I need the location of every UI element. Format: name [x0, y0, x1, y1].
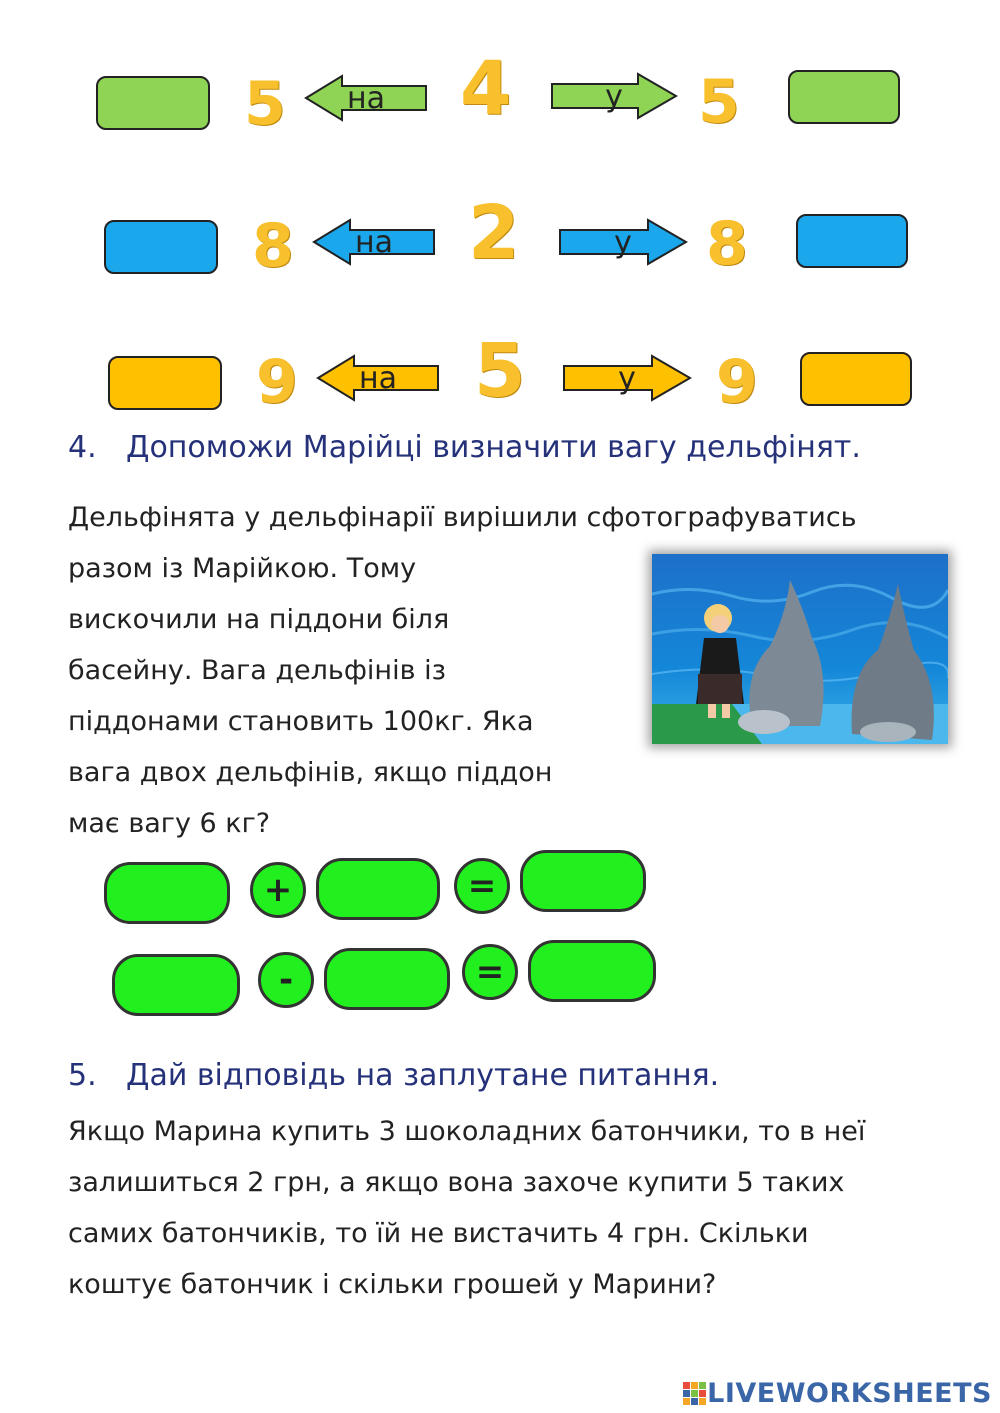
- row2-right-label: у: [614, 224, 632, 260]
- liveworksheets-mark-icon: [683, 1382, 707, 1406]
- plus-sign: +: [250, 862, 306, 918]
- row2-right-arrow: [558, 218, 688, 266]
- row3-left-arrow: [316, 354, 440, 402]
- answer-box-row1-left[interactable]: [96, 76, 210, 130]
- dolphins-photo: [652, 554, 948, 744]
- row2-center-number: 2: [468, 190, 520, 276]
- row1-right-arrow: [550, 72, 678, 120]
- task5-line-4: коштує батончик і скільки грошей у Марини?: [68, 1269, 717, 1300]
- liveworksheets-logo: [683, 1378, 992, 1409]
- task4-line-4: басейну. Вага дельфінів із: [68, 655, 446, 686]
- answer-box-row3-right[interactable]: [800, 352, 912, 406]
- task5-line-1: Якщо Марина купить 3 шоколадних батончики, то в неї: [68, 1116, 866, 1147]
- task4-line-6: вага двох дельфінів, якщо піддон: [68, 757, 553, 788]
- minus-sign: -: [258, 952, 314, 1008]
- row1-left-number: 5: [244, 69, 286, 139]
- answer-box-row1-right[interactable]: [788, 70, 900, 124]
- task4-number: 4.: [68, 430, 97, 465]
- task4-line-5: піддонами становить 100кг. Яка: [68, 706, 534, 737]
- equals-sign: =: [462, 944, 518, 1000]
- task4-title: Допоможи Марійці визначити вагу дельфінят.: [126, 430, 861, 465]
- task4-line-3: вискочили на піддони біля: [68, 604, 450, 635]
- equation2-input-2[interactable]: [324, 948, 450, 1010]
- task4-line-2: разом із Марійкою. Тому: [68, 553, 417, 584]
- equation1-input-2[interactable]: [316, 858, 440, 920]
- equation2-result[interactable]: [528, 940, 656, 1002]
- row1-left-arrow: [304, 74, 428, 122]
- task5-heading: [68, 1058, 719, 1093]
- logo-text: LIVEWORKSHEETS: [707, 1378, 992, 1409]
- row3-left-label: на: [359, 360, 397, 396]
- row3-left-number: 9: [256, 347, 298, 417]
- equals-sign: =: [454, 858, 510, 914]
- task5-line-3: самих батончиків, то їй не вистачить 4 грн. Скільки: [68, 1218, 809, 1249]
- row3-right-label: у: [618, 360, 636, 396]
- row2-left-arrow: [312, 218, 436, 266]
- row2-right-number: 8: [706, 209, 748, 279]
- task4-heading: [68, 430, 861, 465]
- equation1-input-1[interactable]: [104, 862, 230, 924]
- answer-box-row3-left[interactable]: [108, 356, 222, 410]
- task5-line-2: залишиться 2 грн, а якщо вона захоче купити 5 таких: [68, 1167, 845, 1198]
- row2-left-number: 8: [252, 211, 294, 281]
- row1-left-label: на: [347, 80, 385, 116]
- row3-right-arrow: [562, 354, 692, 402]
- task5-number: 5.: [68, 1058, 97, 1093]
- task5-title: Дай відповідь на заплутане питання.: [126, 1058, 720, 1093]
- row1-right-number: 5: [698, 67, 740, 137]
- row3-right-number: 9: [716, 347, 758, 417]
- row1-center-number: 4: [460, 46, 512, 132]
- equation2-input-1[interactable]: [112, 954, 240, 1016]
- answer-box-row2-right[interactable]: [796, 214, 908, 268]
- row3-center-number: 5: [474, 328, 526, 414]
- task4-line-7: має вагу 6 кг?: [68, 808, 271, 839]
- equation1-result[interactable]: [520, 850, 646, 912]
- row2-left-label: на: [355, 224, 393, 260]
- row1-right-label: у: [605, 78, 623, 114]
- task4-line-1: Дельфінята у дельфінарії вирішили сфотографуватись: [68, 502, 857, 533]
- answer-box-row2-left[interactable]: [104, 220, 218, 274]
